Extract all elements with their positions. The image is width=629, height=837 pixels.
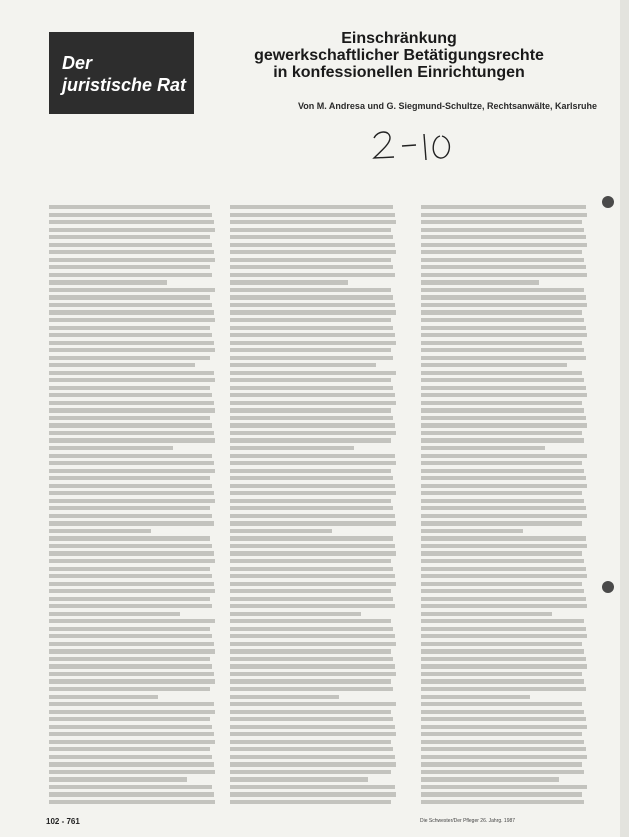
text-line bbox=[421, 438, 584, 442]
text-line bbox=[230, 333, 395, 337]
text-line bbox=[421, 333, 587, 337]
text-line bbox=[230, 536, 393, 540]
text-line bbox=[421, 303, 587, 307]
text-line bbox=[230, 762, 396, 766]
text-line bbox=[230, 386, 393, 390]
text-line bbox=[49, 702, 214, 706]
journal-footer: Die Schwester/Der Pfleger 26. Jahrg. 1987 bbox=[420, 818, 516, 824]
text-line bbox=[421, 762, 582, 766]
text-line bbox=[421, 710, 584, 714]
text-line bbox=[49, 469, 215, 473]
text-line bbox=[49, 649, 215, 653]
text-line bbox=[421, 514, 587, 518]
text-line bbox=[49, 785, 212, 789]
text-line bbox=[230, 408, 391, 412]
text-line bbox=[421, 619, 584, 623]
text-line bbox=[230, 499, 391, 503]
text-line bbox=[230, 303, 395, 307]
text-line bbox=[421, 258, 584, 262]
text-line bbox=[230, 280, 348, 284]
text-line bbox=[49, 348, 215, 352]
text-line bbox=[230, 469, 391, 473]
text-line bbox=[421, 288, 584, 292]
text-line bbox=[230, 582, 396, 586]
text-line bbox=[421, 521, 582, 525]
text-line bbox=[421, 348, 584, 352]
text-line bbox=[230, 747, 393, 751]
text-line bbox=[230, 446, 354, 450]
text-line bbox=[49, 438, 215, 442]
text-line bbox=[49, 310, 214, 314]
text-line bbox=[230, 664, 395, 668]
text-line bbox=[49, 401, 214, 405]
text-line bbox=[49, 295, 210, 299]
text-line bbox=[49, 461, 214, 465]
text-line bbox=[49, 514, 212, 518]
text-line bbox=[49, 288, 215, 292]
text-line bbox=[230, 363, 376, 367]
article-title: Einschränkung gewerkschaftlicher Betätigungsrechte in konfessionellen Einrichtungen bbox=[254, 30, 544, 81]
text-line bbox=[230, 423, 395, 427]
text-line bbox=[421, 280, 539, 284]
text-line bbox=[230, 288, 391, 292]
text-line bbox=[421, 634, 587, 638]
text-line bbox=[49, 574, 212, 578]
text-line bbox=[421, 679, 584, 683]
text-line bbox=[421, 499, 584, 503]
text-line bbox=[230, 431, 396, 435]
text-line bbox=[49, 679, 215, 683]
text-line bbox=[230, 657, 393, 661]
text-line bbox=[421, 393, 587, 397]
text-line bbox=[230, 265, 393, 269]
text-line bbox=[421, 454, 587, 458]
text-line bbox=[230, 792, 396, 796]
text-line bbox=[230, 687, 393, 691]
text-line bbox=[49, 220, 214, 224]
text-line bbox=[49, 393, 212, 397]
text-line bbox=[49, 326, 210, 330]
text-line bbox=[230, 710, 391, 714]
text-line bbox=[230, 770, 391, 774]
text-line bbox=[49, 476, 210, 480]
text-line bbox=[421, 725, 587, 729]
text-line bbox=[230, 250, 396, 254]
text-line bbox=[49, 762, 214, 766]
text-line bbox=[421, 574, 587, 578]
text-line bbox=[421, 627, 586, 631]
text-line bbox=[49, 318, 215, 322]
text-line bbox=[230, 438, 391, 442]
text-line bbox=[230, 785, 395, 789]
text-line bbox=[49, 243, 212, 247]
punch-hole-top bbox=[602, 196, 614, 208]
text-line bbox=[230, 454, 395, 458]
text-line bbox=[49, 747, 210, 751]
text-line bbox=[421, 747, 586, 751]
text-line bbox=[421, 220, 582, 224]
text-line bbox=[49, 213, 212, 217]
article-column-3 bbox=[421, 205, 589, 817]
text-line bbox=[230, 679, 391, 683]
text-line bbox=[230, 393, 395, 397]
text-line bbox=[421, 612, 552, 616]
text-line bbox=[49, 664, 212, 668]
text-line bbox=[421, 544, 587, 548]
article-column-1 bbox=[49, 205, 217, 817]
text-line bbox=[421, 597, 586, 601]
text-line bbox=[230, 310, 396, 314]
text-line bbox=[230, 649, 391, 653]
text-line bbox=[49, 619, 215, 623]
article-column-2 bbox=[230, 205, 398, 817]
text-line bbox=[49, 423, 212, 427]
text-line bbox=[49, 228, 215, 232]
text-line bbox=[230, 551, 396, 555]
text-line bbox=[49, 371, 214, 375]
text-line bbox=[421, 386, 586, 390]
text-line bbox=[230, 258, 391, 262]
text-line bbox=[421, 213, 587, 217]
text-line bbox=[230, 604, 395, 608]
text-line bbox=[49, 484, 212, 488]
text-line bbox=[421, 484, 587, 488]
text-line bbox=[421, 567, 586, 571]
text-line bbox=[49, 273, 212, 277]
text-line bbox=[421, 363, 567, 367]
text-line bbox=[421, 800, 584, 804]
punch-hole-bottom bbox=[602, 581, 614, 593]
text-line bbox=[230, 295, 393, 299]
text-line bbox=[49, 717, 210, 721]
text-line bbox=[49, 559, 215, 563]
text-line bbox=[421, 657, 586, 661]
text-line bbox=[421, 740, 584, 744]
text-line bbox=[49, 431, 214, 435]
text-line bbox=[421, 664, 587, 668]
text-line bbox=[49, 755, 212, 759]
text-line bbox=[421, 642, 582, 646]
text-line bbox=[421, 401, 582, 405]
text-line bbox=[230, 627, 393, 631]
text-line bbox=[230, 755, 395, 759]
text-line bbox=[421, 265, 586, 269]
text-line bbox=[421, 770, 584, 774]
text-line bbox=[49, 491, 214, 495]
text-line bbox=[49, 333, 212, 337]
text-line bbox=[230, 597, 393, 601]
text-line bbox=[49, 280, 167, 284]
text-line bbox=[230, 341, 396, 345]
text-line bbox=[49, 258, 215, 262]
text-line bbox=[230, 695, 339, 699]
text-line bbox=[49, 356, 210, 360]
article-authors: Von M. Andresa und G. Siegmund-Schultze, Rechtsanwälte, Karlsruhe bbox=[297, 101, 597, 111]
text-line bbox=[230, 461, 396, 465]
text-line bbox=[230, 574, 395, 578]
text-line bbox=[49, 710, 215, 714]
text-line bbox=[49, 250, 214, 254]
text-line bbox=[49, 604, 212, 608]
text-line bbox=[230, 612, 361, 616]
text-line bbox=[49, 777, 187, 781]
text-line bbox=[421, 529, 523, 533]
text-line bbox=[421, 461, 582, 465]
text-line bbox=[230, 529, 332, 533]
text-line bbox=[421, 755, 587, 759]
text-line bbox=[49, 544, 212, 548]
text-line bbox=[230, 672, 396, 676]
text-line bbox=[421, 371, 582, 375]
text-line bbox=[421, 491, 582, 495]
text-line bbox=[49, 303, 212, 307]
text-line bbox=[421, 310, 582, 314]
text-line bbox=[230, 348, 391, 352]
text-line bbox=[421, 604, 587, 608]
text-line bbox=[421, 205, 586, 209]
text-line bbox=[230, 371, 396, 375]
text-line bbox=[230, 205, 393, 209]
text-line bbox=[230, 800, 391, 804]
text-line bbox=[230, 235, 393, 239]
text-line bbox=[49, 341, 214, 345]
text-line bbox=[421, 356, 586, 360]
text-line bbox=[230, 567, 393, 571]
text-line bbox=[49, 589, 215, 593]
text-line bbox=[421, 777, 559, 781]
text-line bbox=[230, 213, 395, 217]
handwritten-note bbox=[368, 126, 468, 166]
text-line bbox=[230, 243, 395, 247]
text-line bbox=[49, 265, 210, 269]
text-line bbox=[421, 687, 586, 691]
text-line bbox=[49, 725, 212, 729]
text-line bbox=[421, 506, 586, 510]
section-box bbox=[49, 32, 194, 114]
text-line bbox=[49, 672, 214, 676]
text-line bbox=[49, 634, 212, 638]
text-line bbox=[421, 423, 587, 427]
text-line bbox=[49, 582, 214, 586]
text-line bbox=[230, 642, 396, 646]
text-line bbox=[230, 521, 396, 525]
text-line bbox=[49, 642, 214, 646]
text-line bbox=[49, 378, 215, 382]
text-line bbox=[230, 725, 395, 729]
text-line bbox=[230, 732, 396, 736]
text-line bbox=[49, 597, 210, 601]
text-line bbox=[49, 536, 210, 540]
text-line bbox=[421, 235, 586, 239]
text-line bbox=[230, 619, 391, 623]
text-line bbox=[421, 649, 584, 653]
page-number: 102 - 761 bbox=[46, 817, 80, 826]
text-line bbox=[230, 326, 393, 330]
text-line bbox=[421, 416, 586, 420]
text-line bbox=[421, 732, 582, 736]
text-line bbox=[49, 408, 215, 412]
text-line bbox=[421, 717, 586, 721]
text-line bbox=[49, 800, 215, 804]
text-line bbox=[49, 792, 214, 796]
text-line bbox=[49, 740, 215, 744]
text-line bbox=[421, 341, 582, 345]
section-title: Der juristische Rat bbox=[62, 53, 187, 95]
text-line bbox=[230, 401, 396, 405]
text-line bbox=[49, 521, 214, 525]
text-line bbox=[421, 589, 584, 593]
text-line bbox=[230, 484, 395, 488]
text-line bbox=[230, 589, 391, 593]
text-line bbox=[421, 582, 582, 586]
text-line bbox=[421, 250, 582, 254]
text-line bbox=[49, 446, 173, 450]
text-line bbox=[49, 551, 214, 555]
text-line bbox=[421, 672, 582, 676]
text-line bbox=[49, 732, 214, 736]
text-line bbox=[49, 567, 210, 571]
text-line bbox=[49, 205, 210, 209]
text-line bbox=[230, 491, 396, 495]
text-line bbox=[230, 356, 393, 360]
text-line bbox=[421, 273, 587, 277]
text-line bbox=[230, 378, 391, 382]
text-line bbox=[49, 454, 212, 458]
text-line bbox=[230, 476, 393, 480]
text-line bbox=[49, 363, 195, 367]
text-line bbox=[49, 386, 210, 390]
text-line bbox=[49, 687, 210, 691]
text-line bbox=[49, 529, 151, 533]
text-line bbox=[49, 612, 180, 616]
text-line bbox=[421, 326, 586, 330]
text-line bbox=[421, 695, 530, 699]
text-line bbox=[49, 695, 158, 699]
text-line bbox=[49, 235, 210, 239]
text-line bbox=[421, 536, 586, 540]
text-line bbox=[49, 657, 210, 661]
text-line bbox=[421, 476, 586, 480]
text-line bbox=[230, 220, 396, 224]
text-line bbox=[421, 785, 587, 789]
text-line bbox=[421, 243, 587, 247]
text-line bbox=[421, 378, 584, 382]
text-line bbox=[421, 469, 584, 473]
text-line bbox=[421, 295, 586, 299]
text-line bbox=[421, 228, 584, 232]
text-line bbox=[230, 740, 391, 744]
text-line bbox=[230, 273, 395, 277]
text-line bbox=[421, 551, 582, 555]
text-line bbox=[49, 416, 210, 420]
text-line bbox=[421, 702, 582, 706]
text-line bbox=[421, 408, 584, 412]
text-line bbox=[230, 702, 396, 706]
page-edge bbox=[620, 0, 629, 837]
text-line bbox=[230, 514, 395, 518]
text-line bbox=[49, 506, 210, 510]
text-line bbox=[421, 318, 584, 322]
text-line bbox=[230, 416, 393, 420]
text-line bbox=[49, 627, 210, 631]
text-line bbox=[421, 559, 584, 563]
text-line bbox=[49, 770, 215, 774]
text-line bbox=[230, 717, 393, 721]
text-line bbox=[230, 506, 393, 510]
text-line bbox=[421, 431, 582, 435]
text-line bbox=[230, 228, 391, 232]
text-line bbox=[230, 559, 391, 563]
text-line bbox=[230, 777, 368, 781]
text-line bbox=[421, 792, 582, 796]
text-line bbox=[230, 544, 395, 548]
text-line bbox=[230, 634, 395, 638]
text-line bbox=[49, 499, 215, 503]
text-line bbox=[230, 318, 391, 322]
text-line bbox=[421, 446, 545, 450]
